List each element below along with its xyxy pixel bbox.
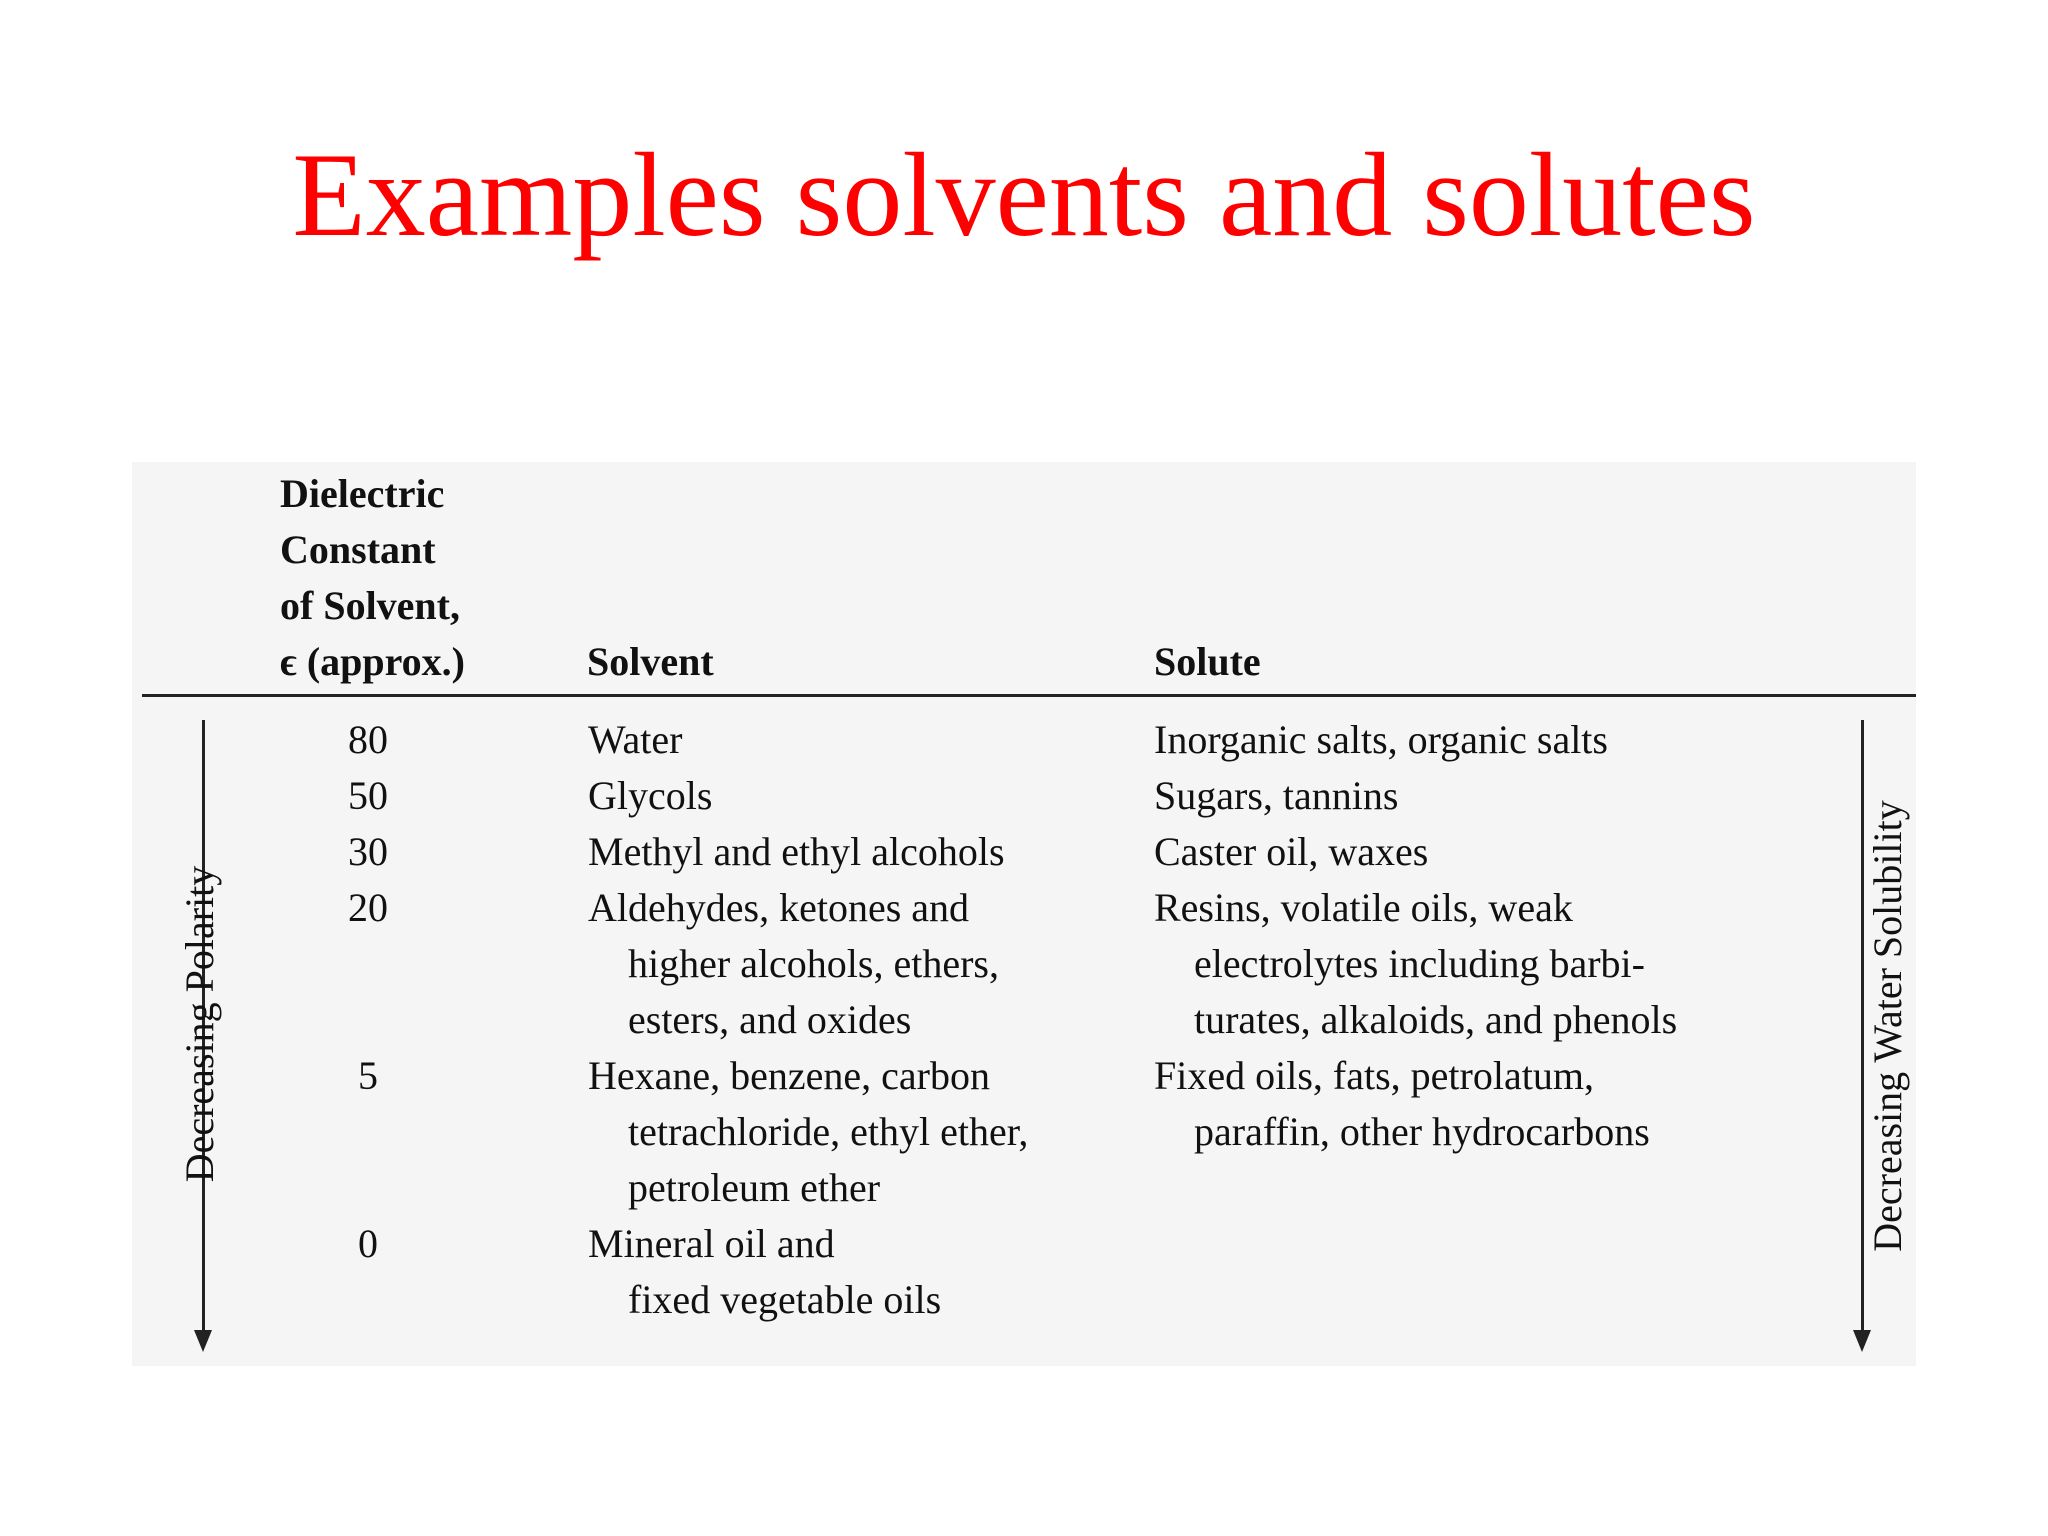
solvent-line: Mineral oil and xyxy=(588,1221,835,1266)
solute-line: turates, alkaloids, and phenols xyxy=(1194,997,1678,1042)
header-dielectric-line: ϵ (approx.) xyxy=(280,639,465,684)
header-dielectric-line: of Solvent, xyxy=(280,583,460,628)
solute-line: Inorganic salts, organic salts xyxy=(1154,717,1608,762)
dielectric-value: 20 xyxy=(348,885,388,930)
solvent-cell xyxy=(588,712,683,768)
solvent-line: Aldehydes, ketones and xyxy=(588,885,970,930)
solvent-cell xyxy=(588,824,1005,880)
solvent-line: higher alcohols, ethers, xyxy=(628,941,999,986)
solvent-cell xyxy=(588,1216,941,1328)
dielectric-value: 5 xyxy=(358,1053,378,1098)
solvents-table xyxy=(132,462,1916,1366)
solute-line: electrolytes including barbi- xyxy=(1194,941,1645,986)
decreasing-water-solubility-label: Decreasing Water Solubility xyxy=(1864,776,1912,1276)
solute-cell xyxy=(1154,1048,1650,1160)
solvent-line: petroleum ether xyxy=(628,1165,881,1210)
header-solute: Solute xyxy=(1154,639,1261,684)
header-dielectric xyxy=(280,466,465,690)
dielectric-value: 50 xyxy=(348,773,388,818)
solute-cell xyxy=(1154,880,1677,1048)
solute-cell xyxy=(1154,712,1608,768)
solute-line: Caster oil, waxes xyxy=(1154,829,1429,874)
solute-line: paraffin, other hydrocarbons xyxy=(1194,1109,1650,1154)
solvent-line: Water xyxy=(588,717,683,762)
polarity-arrowhead-icon xyxy=(194,1330,212,1352)
solvent-cell xyxy=(588,880,999,1048)
water-solubility-arrowhead-icon xyxy=(1853,1330,1871,1352)
solvent-cell xyxy=(588,768,712,824)
header-solvent: Solvent xyxy=(587,639,714,684)
solvent-line: esters, and oxides xyxy=(628,997,912,1042)
solvent-line: Hexane, benzene, carbon xyxy=(588,1053,990,1098)
solute-cell xyxy=(1154,824,1428,880)
dielectric-value: 80 xyxy=(348,717,388,762)
dielectric-value: 30 xyxy=(348,829,388,874)
decreasing-polarity-label: Decreasing Polarity xyxy=(177,865,222,1183)
solvent-line: Methyl and ethyl alcohols xyxy=(588,829,1005,874)
dielectric-value: 0 xyxy=(358,1221,378,1266)
slide-title: Examples solvents and solutes xyxy=(292,128,1756,261)
header-divider xyxy=(142,694,1916,697)
header-dielectric-line: Dielectric xyxy=(280,471,445,516)
solute-line: Resins, volatile oils, weak xyxy=(1154,885,1573,930)
header-dielectric-line: Constant xyxy=(280,527,436,572)
solvent-cell xyxy=(588,1048,1028,1216)
solvent-line: Glycols xyxy=(588,773,713,818)
solvent-line: fixed vegetable oils xyxy=(628,1277,942,1322)
solvent-line: tetrachloride, ethyl ether, xyxy=(628,1109,1029,1154)
solute-line: Sugars, tannins xyxy=(1154,773,1399,818)
solute-line: Fixed oils, fats, petrolatum, xyxy=(1154,1053,1594,1098)
solute-cell xyxy=(1154,768,1398,824)
